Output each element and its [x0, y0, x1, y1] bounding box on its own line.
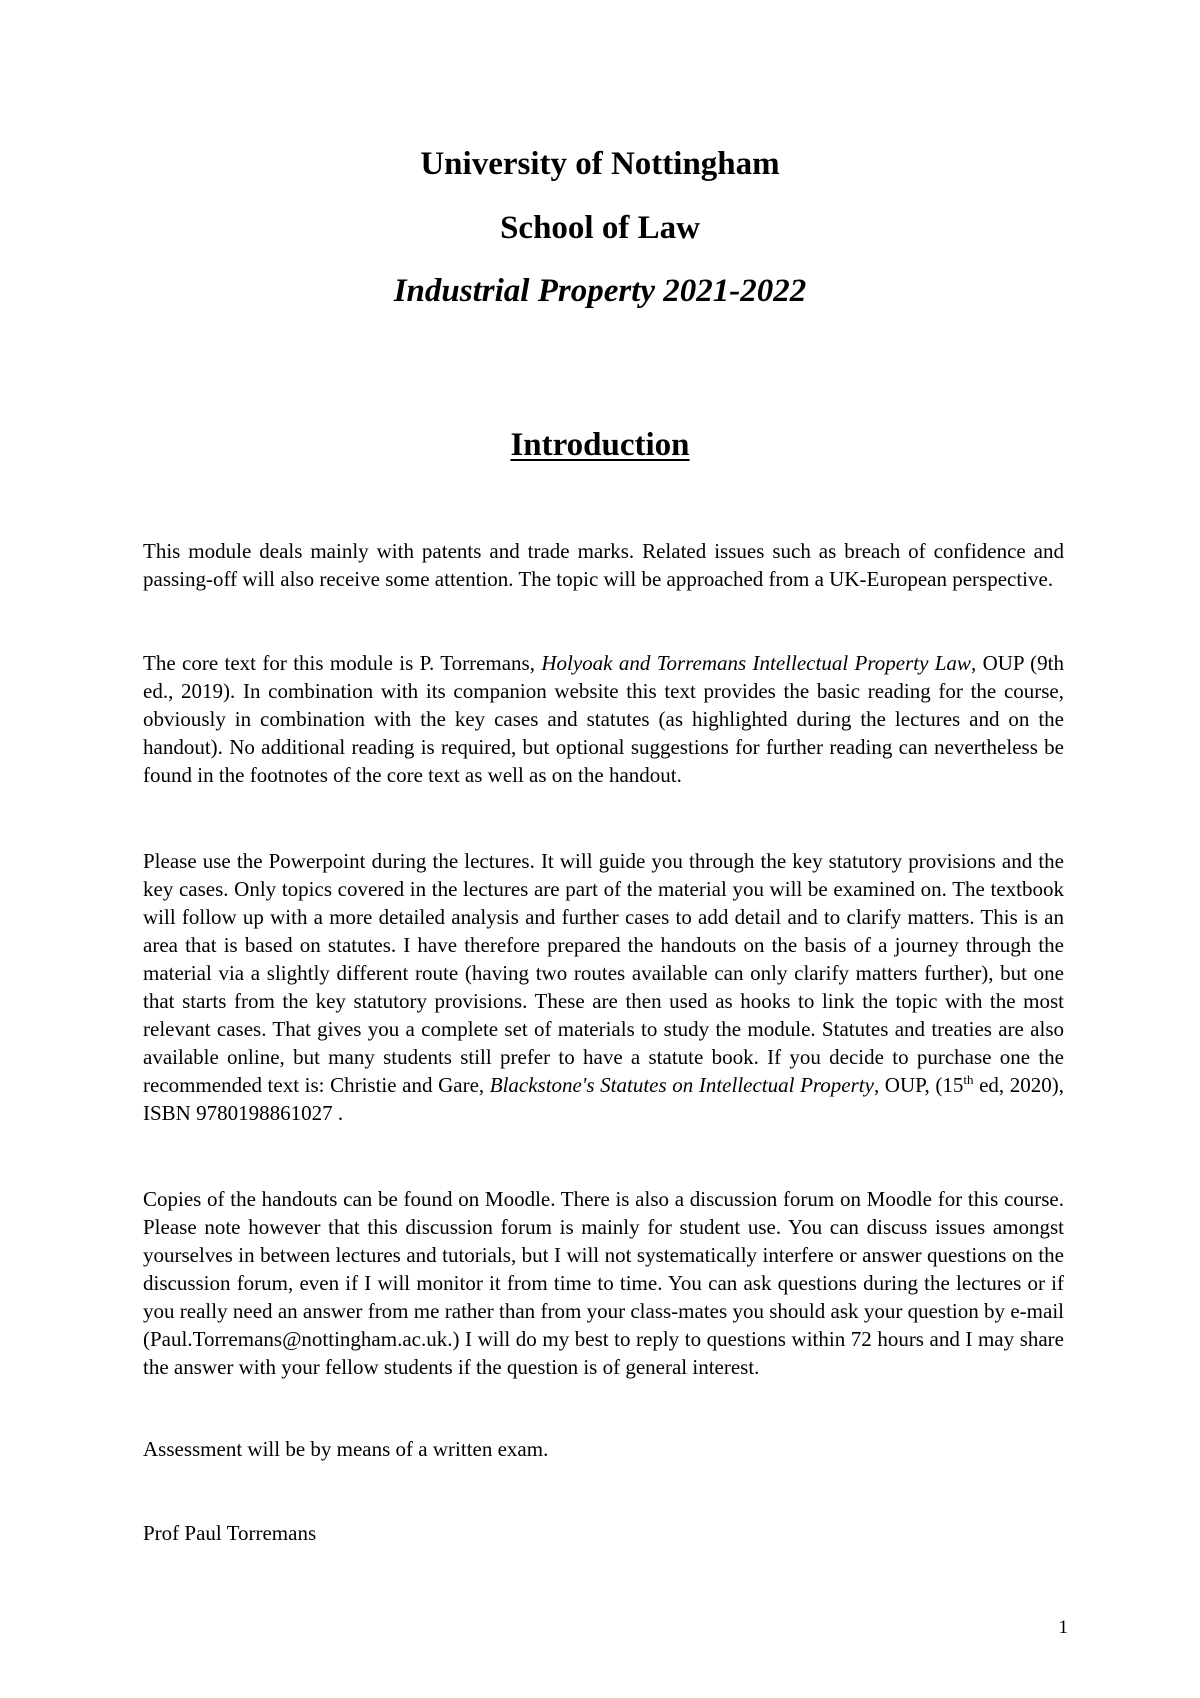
paragraph-lectures-intro: Please use the Powerpoint during the lectures. It will guide you through the key statutory provisions and the key cases. Only topics covered in the lectures are part of the material you will be examined on. The textbook will follow up with a more detailed analysis and further cases to add detail and to clarify matters. This is an area that is based on statutes. I have therefore prepared the handouts on the basis of a journey through the material via a slightly different route (having two routes available can only clarify matters further), but one that starts from the key statutory provisions. These are then used as hooks to link the topic with the most relevant cases. That gives you a complete set of materials to study the module. Statutes and treaties are also available online, but many students still prefer to have a statute book. If you decide to purchase one the recommended text is: Christie and Gare,	[143, 849, 1064, 1097]
paragraph-assessment: Assessment will be by means of a written exam.	[143, 1437, 549, 1461]
school-heading: School of Law	[500, 210, 700, 246]
edition-superscript: th	[963, 1072, 974, 1087]
university-heading: University of Nottingham	[420, 146, 780, 182]
course-heading: Industrial Property 2021-2022	[393, 273, 807, 309]
statute-book-title: Blackstone's Statutes on Intellectual Property	[489, 1073, 874, 1097]
paragraph-moodle: Copies of the handouts can be found on Moodle. There is also a discussion forum on Moodle for this course. Please note however that this discussion forum is mainly for student use. You can discuss issues amongst yourselves in between lectures and tutorials, but I will not systematically interfere or answer questions on the discussion forum, even if I will monitor it from time to time. You can ask questions during the lectures or if you really need an answer from me rather than from your class-mates you should ask your question by e-mail (Paul.Torremans@nottingham.ac.uk.) I will do my best to reply to questions within 72 hours and I may share the answer with your fellow students if the question is of general interest.	[143, 1187, 1064, 1379]
paragraph-module-overview: This module deals mainly with patents and trade marks. Related issues such as breach of confidence and passing-off will also receive some attention. The topic will be approached from a UK-European perspective.	[143, 539, 1064, 591]
paragraph-lectures-publisher: , OUP, (15	[873, 1073, 964, 1097]
paragraph-core-text-rest: , OUP (9th ed., 2019). In combination with its companion website this text provides the basic reading for the course, obviously in combination with the key cases and statutes (as highlighted during the lectures and on the handout). No additional reading is required, but optional suggestions for further reading can nevertheless be found in the footnotes of the core text as well as on the handout.	[143, 651, 1064, 787]
paragraph-lectures-isbn: ed, 2020), ISBN 9780198861027 .	[143, 1073, 1064, 1125]
paragraph-core-text-intro: The core text for this module is P. Torremans,	[143, 651, 542, 675]
core-text-book-title: Holyoak and Torremans Intellectual Property Law	[541, 651, 971, 675]
page-number: 1	[1058, 1617, 1068, 1638]
author-signoff: Prof Paul Torremans	[143, 1521, 317, 1545]
paragraph-lectures	[143, 847, 1064, 1127]
section-title: Introduction	[510, 427, 690, 463]
paragraph-core-text	[143, 649, 1064, 789]
